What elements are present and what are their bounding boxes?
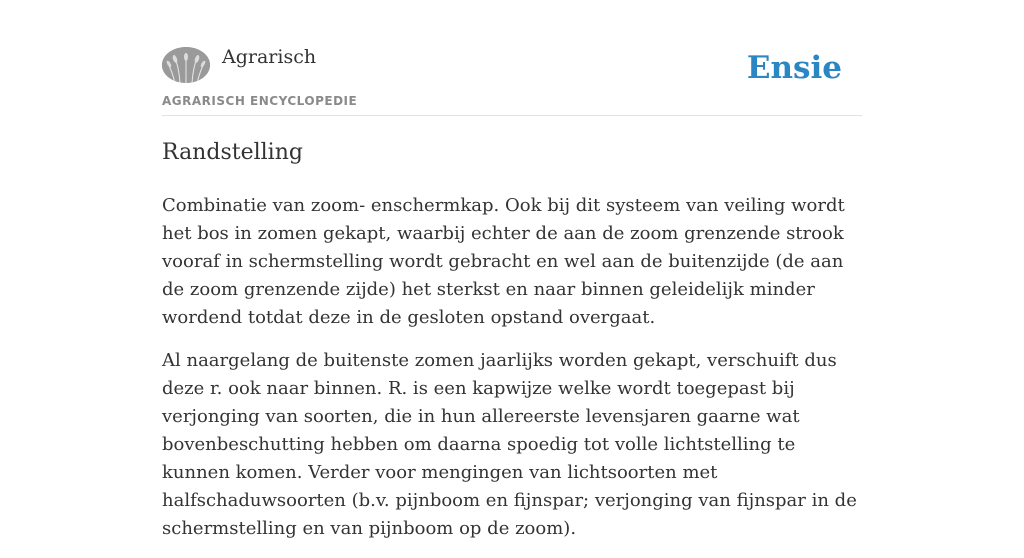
paragraph: Combinatie van zoom- enschermkap. Ook bij dit systeem van veiling wordt het bos in zomen gekapt, waarbij echter de aan de zoom grenzende strook vooraf in schermstelling wordt gebracht en wel aan de buitenzijde (de aan de zoom grenzende zijde) het sterkst en naar binnen geleidelijk minder wordend totdat deze in de gesloten opstand overgaat. xyxy=(162,195,845,328)
paragraph: Al naargelang de buitenste zomen jaarlijks worden gekapt, verschuift dus deze r. ook naar binnen. R. is een kapwijze welke wordt toegepast bij verjonging van soorten, die in hun allereerste levensjaren gaarne wat bovenbeschutting hebben om daarna spoedig tot volle lichtstelling te kunnen komen. Verder voor mengingen van lichtsoorten met halfschaduwsoorten (b.v. pijnboom en fijnspar; verjonging van fijnspar in de schermstelling en van pijnboom op de zoom). xyxy=(162,350,857,539)
page xyxy=(162,0,862,539)
brand-logo[interactable]: Ensie xyxy=(746,50,842,86)
source-name[interactable]: Agrarisch xyxy=(222,46,317,68)
header xyxy=(162,0,862,116)
source-subtitle[interactable]: AGRARISCH ENCYCLOPEDIE xyxy=(162,94,358,108)
article-body xyxy=(162,192,862,558)
article-title: Randstelling xyxy=(162,140,303,165)
wheat-icon[interactable] xyxy=(162,47,210,83)
